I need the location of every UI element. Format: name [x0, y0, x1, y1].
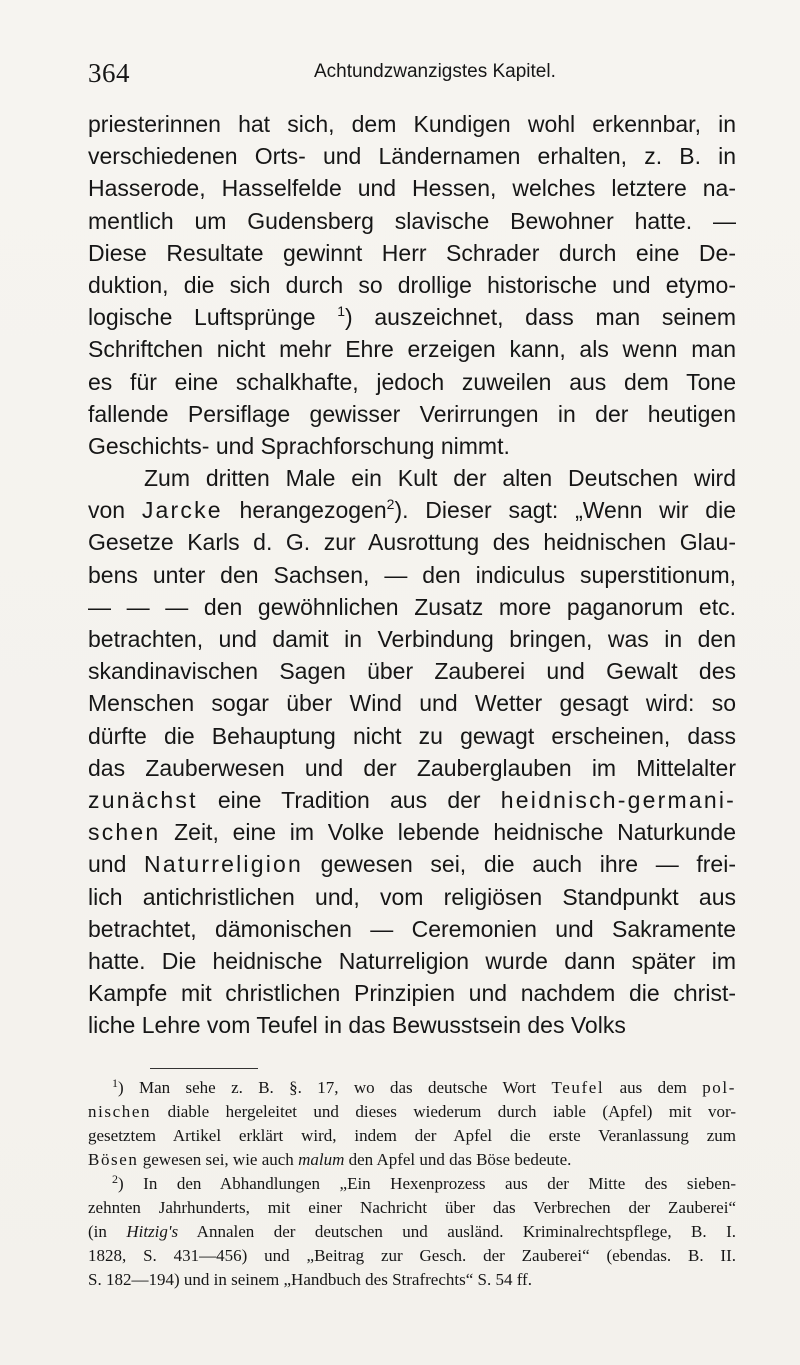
- text-line: betrachtet, dämonischen — Ceremonien und Sakramente: [88, 915, 736, 942]
- emphasis-text: pol-: [702, 1078, 736, 1097]
- text-line: fallende Persiflage gewisser Verirrungen in der heutigen: [88, 400, 736, 427]
- text-segment: (in: [88, 1222, 127, 1241]
- text-segment: ) auszeichnet, dass man seinem: [345, 304, 737, 331]
- text-segment: den Apfel und das Böse bedeute.: [344, 1150, 572, 1169]
- footnote-line: [88, 1148, 736, 1172]
- text-line: Kampfe mit christlichen Prinzipien und nachdem die christ-: [88, 980, 736, 1007]
- text-line: Schriftchen nicht mehr Ehre erzeigen kann, als wenn man: [88, 336, 736, 363]
- footnote-line: [88, 1076, 736, 1100]
- text-segment: gewesen sei, wie auch: [138, 1150, 299, 1169]
- footnote-line: gesetztem Artikel erklärt wird, indem der Apfel die erste Veranlassung zum: [88, 1126, 736, 1145]
- page-number: 364: [88, 58, 130, 88]
- footnote-line: [88, 1220, 736, 1244]
- text-line: das Zauberwesen und der Zauberglauben im Mittelalter: [88, 754, 736, 781]
- text-line: verschiedenen Orts- und Ländernamen erhalten, z. B. in: [88, 143, 736, 170]
- emphasis-text: nischen: [88, 1102, 152, 1121]
- footnotes: [88, 1076, 736, 1292]
- text-line: liche Lehre vom Teufel in das Bewusstsein des Volks: [88, 1012, 626, 1039]
- emphasis-text: schen: [88, 819, 161, 846]
- text-segment: aus dem: [604, 1078, 703, 1097]
- text-line: [88, 494, 736, 526]
- emphasis-text: Naturreligion: [144, 851, 304, 878]
- footnote-line: 1828, S. 431—456) und „Beitrag zur Gesch. der Zauberei“ (ebendas. B. II.: [88, 1246, 736, 1265]
- text-line: hatte. Die heidnische Naturreligion wurde dann später im: [88, 947, 736, 974]
- text-line: dürfte die Behauptung nicht zu gewagt erscheinen, dass: [88, 722, 736, 749]
- text-line: — — — den gewöhnlichen Zusatz more paganorum etc.: [88, 593, 736, 620]
- footnote-line: zehnten Jahrhunderts, mit einer Nachricht über das Verbrechen der Zauberei“: [88, 1198, 736, 1217]
- emphasis-text: Bösen: [88, 1150, 139, 1169]
- text-line: [88, 301, 736, 333]
- text-segment: und: [88, 851, 145, 878]
- body-text: [88, 108, 736, 1041]
- text-segment: ) In den Abhandlungen „Ein Hexenprozess aus der Mitte des sieben-: [118, 1174, 736, 1193]
- page-header: [88, 58, 728, 98]
- footnote-separator: [150, 1068, 258, 1069]
- text-line: Zum dritten Male ein Kult der alten Deutschen wird: [144, 465, 736, 492]
- text-segment: herangezogen: [222, 497, 387, 524]
- text-line: duktion, die sich durch so drollige historische und etymo-: [88, 271, 736, 298]
- running-title: Achtundzwanzigstes Kapitel.: [314, 61, 556, 82]
- footnote-ref-2: 2: [386, 496, 395, 513]
- text-line: mentlich um Gudensberg slavische Bewohner hatte. —: [88, 207, 736, 234]
- footnote-line: [88, 1100, 736, 1124]
- footnote-mark-1: 1: [112, 1076, 118, 1090]
- text-line: Hasserode, Hasselfelde und Hessen, welches letztere na-: [88, 175, 736, 202]
- text-line: Geschichts- und Sprachforschung nimmt.: [88, 432, 510, 459]
- text-line: betrachten, und damit in Verbindung bringen, was in den: [88, 626, 736, 652]
- text-line: skandinavischen Sagen über Zauberei und Gewalt des: [88, 658, 736, 685]
- text-line: Menschen sogar über Wind und Wetter gesagt wird: so: [88, 690, 736, 717]
- author-name: Jarcke: [141, 497, 223, 524]
- text-segment: von: [88, 497, 142, 524]
- emphasis-text: heidnisch-germani-: [500, 786, 736, 813]
- emphasis-text: zunächst: [88, 786, 198, 813]
- text-segment: Zeit, eine im Volke lebende heidnische Naturkunde: [160, 819, 736, 846]
- text-segment: Annalen der deutschen und ausländ. Kriminalrechtspflege, B. I.: [178, 1222, 736, 1241]
- text-line: es für eine schalkhafte, jedoch zuweilen aus dem Tone: [88, 368, 736, 395]
- text-line: lich antichristlichen und, vom religiösen Standpunkt aus: [88, 883, 736, 910]
- text-line: [88, 784, 736, 816]
- text-segment: ). Dieser sagt: „Wenn wir die: [394, 497, 736, 524]
- text-segment: diable hergeleitet und dieses wiederum durch iable (Apfel) mit vor-: [151, 1102, 736, 1121]
- footnote-ref-1: 1: [337, 303, 346, 320]
- text-line: Gesetze Karls d. G. zur Ausrottung des heidnischen Glau-: [88, 529, 736, 556]
- italic-text: Hitzig's: [126, 1222, 179, 1241]
- text-segment: gewesen sei, die auch ihre — frei-: [303, 851, 736, 878]
- text-line: [88, 848, 736, 880]
- emphasis-text: Teufel: [551, 1078, 605, 1097]
- text-line: Diese Resultate gewinnt Herr Schrader durch eine De-: [88, 239, 736, 266]
- text-segment: ) Man sehe z. B. §. 17, wo das deutsche Wort: [118, 1078, 552, 1097]
- italic-text: malum: [298, 1150, 345, 1169]
- text-line: bens unter den Sachsen, — den indiculus superstitionum,: [88, 561, 736, 588]
- text-line: priesterinnen hat sich, dem Kundigen wohl erkennbar, in: [88, 111, 736, 137]
- text-segment: eine Tradition aus der: [197, 786, 501, 813]
- footnote-mark-2: 2: [112, 1172, 118, 1186]
- text-segment: logische Luftsprünge: [88, 304, 316, 331]
- footnote-line: [88, 1172, 736, 1196]
- footnote-line: S. 182—194) und in seinem „Handbuch des Strafrechts“ S. 54 ff.: [88, 1270, 532, 1289]
- text-line: [88, 816, 736, 848]
